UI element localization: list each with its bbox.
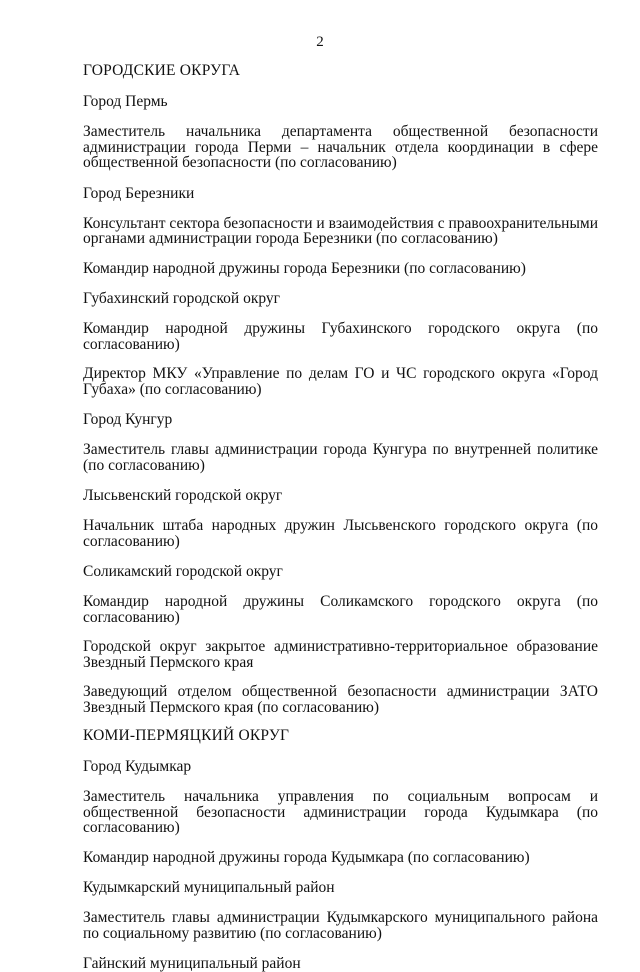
heading-zvezdny-district: Городской округ закрытое административно-территориальное образование Звездный Пермского края bbox=[83, 638, 598, 671]
entry-kudymkar-commander: Командир народной дружины города Кудымкара (по согласованию) bbox=[83, 848, 530, 866]
heading-gubakha-district: Губахинский городской округ bbox=[83, 290, 281, 307]
page-number: 2 bbox=[316, 34, 324, 50]
entry-zvezdny-head: Заведующий отделом общественной безопасности администрации ЗАТО Звездный Пермского края (по согласованию) bbox=[83, 683, 598, 716]
entry-kudymkar-district-deputy: Заместитель главы администрации Кудымкарского муниципального района по социальному развитию (по согласованию) bbox=[83, 909, 598, 942]
heading-berezniki-city: Город Березники bbox=[83, 184, 195, 202]
entry-gubakha-commander: Командир народной дружины Губахинского городского округа (по согласованию) bbox=[83, 320, 598, 353]
heading-solikamsk-district: Соликамский городской округ bbox=[83, 563, 283, 580]
entry-perm-deputy: Заместитель начальника департамента общественной безопасности администрации города Перми – начальник отдела координации в сфере общественной безопасности (по согласованию) bbox=[83, 123, 598, 171]
entry-solikamsk-commander: Командир народной дружины Соликамского городского округа (по согласованию) bbox=[83, 593, 598, 626]
heading-kudymkar-city: Город Кудымкар bbox=[83, 758, 192, 775]
heading-gainy-district: Гайнский муниципальный район bbox=[83, 955, 301, 972]
entry-kudymkar-deputy-chief: Заместитель начальника управления по социальным вопросам и общественной безопасности администрации города Кудымкара (по согласованию) bbox=[83, 788, 598, 836]
heading-lysva-district: Лысьвенский городской округ bbox=[83, 487, 283, 504]
entry-kungur-deputy: Заместитель главы администрации города Кунгура по внутренней политике (по согласованию) bbox=[83, 441, 598, 474]
section-title-city-districts: ГОРОДСКИЕ ОКРУГА bbox=[83, 62, 241, 79]
document-body bbox=[83, 62, 598, 972]
entry-lysva-chief: Начальник штаба народных дружин Лысьвенского городского округа (по согласованию) bbox=[83, 517, 598, 550]
entry-berezniki-consultant: Консультант сектора безопасности и взаимодействия с правоохранительными органами администрации города Березники (по согласованию) bbox=[83, 214, 598, 247]
entry-gubakha-director: Директор МКУ «Управление по делам ГО и ЧС городского округа «Город Губаха» (по согласованию) bbox=[83, 365, 598, 398]
heading-perm-city: Город Пермь bbox=[83, 93, 168, 110]
heading-kungur-city: Город Кунгур bbox=[83, 411, 173, 428]
heading-kudymkar-district: Кудымкарский муниципальный район bbox=[83, 879, 335, 896]
entry-berezniki-commander: Командир народной дружины города Березники (по согласованию) bbox=[83, 259, 526, 277]
section-title-komi-permyak: КОМИ-ПЕРМЯЦКИЙ ОКРУГ bbox=[83, 727, 290, 744]
